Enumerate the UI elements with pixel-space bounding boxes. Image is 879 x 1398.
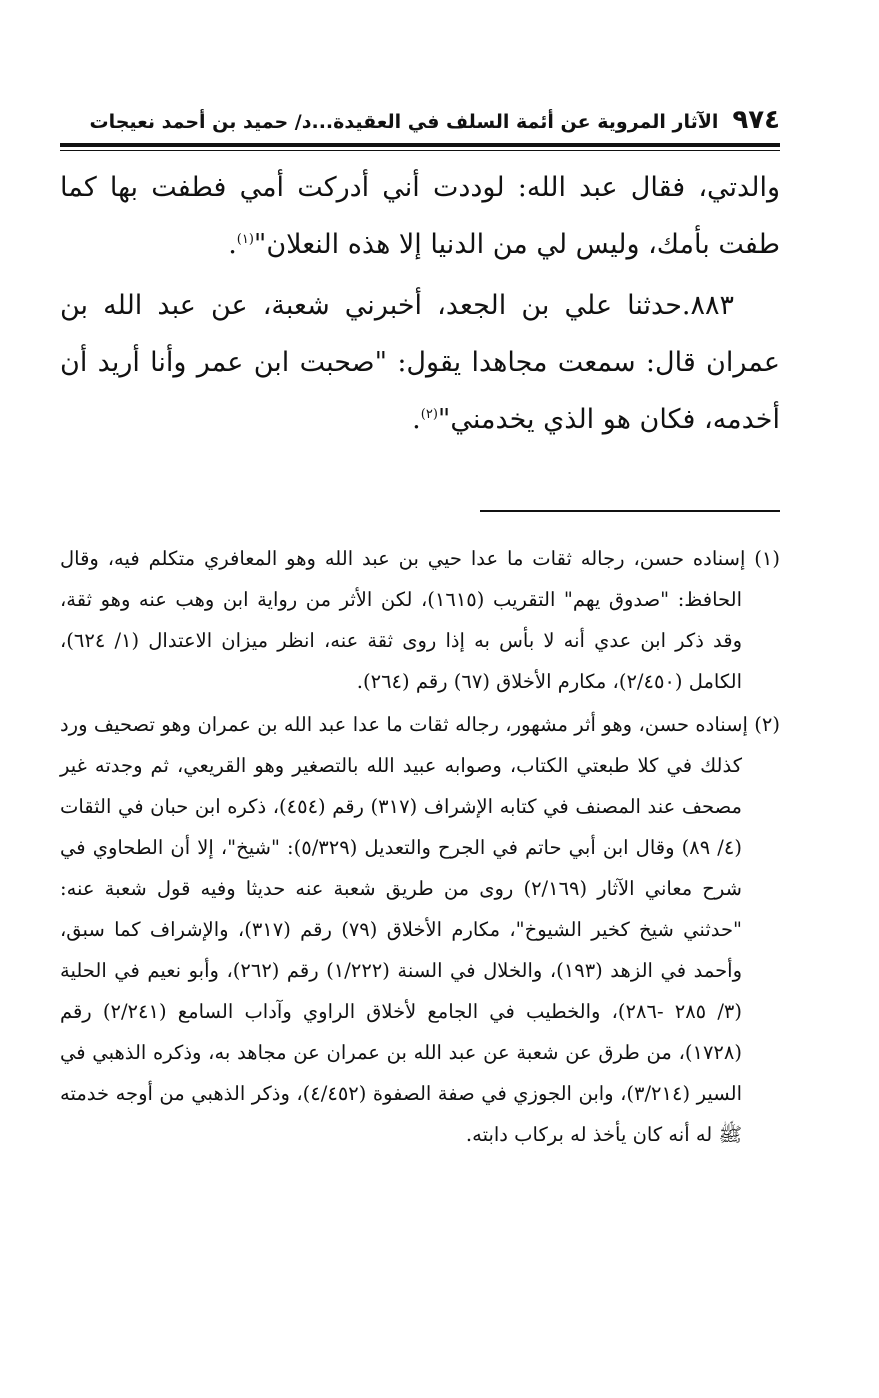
running-header [60,105,780,141]
paragraph-hadith-883 [60,277,780,448]
paragraph-continuation [60,159,780,273]
footnote-1: (١) إسناده حسن، رجاله ثقات ما عدا حيي بن عبد الله وهو المعافري متكلم فيه، وقال الحافظ: "صدوق يهم" التقريب (١٦١٥)، لكن الأثر من رواية ابن وهب عنه وهو ثقة، وقد ذكر ابن عدي أنه لا بأس به إذا روى ثقة عنه، انظر ميزان الاعتدال (١/ ٦٢٤)، الكامل (٢/٤٥٠)، مكارم الأخلاق (٦٧) رقم (٢٦٤). [60,547,780,693]
header-rule-thick [60,143,780,147]
book-page [60,105,780,1155]
footnote-2: (٢) إسناده حسن، وهو أثر مشهور، رجاله ثقات ما عدا عبد الله بن عمران وهو تصحيف ورد كذلك في كلا طبعتي الكتاب، وصوابه عبيد الله بالتصغير وهو القريعي، ثم وجدته غير مصحف عند المصنف في كتابه الإشراف (٣١٧) رقم (٤٥٤)، ذكره ابن حبان في الثقات (٤/ ٨٩) وقال ابن أبي حاتم في الجرح والتعديل (٥/٣٢٩): "شيخ"، إلا أن الطحاوي في شرح معاني الآثار (٢/١٦٩) روى من طريق شعبة عنه حديثا وفيه قول شعبة عنه: "حدثني شيخ كخير الشيوخ"، مكارم الأخلاق (٧٩) رقم (٣١٧)، والإشراف كما سبق، وأحمد في الزهد (١٩٣)، والخلال في السنة (١/٢٢٢) رقم (٢٦٢)، وأبو نعيم في الحلية (٣/ ٢٨٥ -٢٨٦)، والخطيب في الجامع لأخلاق الراوي وآداب السامع (٢/٢٤١) رقم (١٧٢٨)، من طرق عن شعبة عن عبد الله بن عمران عن مجاهد به، وذكره الذهبي في السير (٣/٢١٤)، وابن الجوزي في صفة الصفوة (٤/٤٥٢)، وذكر الذهبي من أوجه خدمته ﷺ له أنه كان يأخذ له بركاب دابته. [60,713,780,1146]
header-rule-thin [60,150,780,151]
paragraph-text: ٨٨٣.حدثنا علي بن الجعد، أخبرني شعبة، عن عبد الله بن عمران قال: سمعت مجاهدا يقول: "صحبت ابن عمر وأنا أريد أن أخدمه، فكان هو الذي يخدمني" [60,290,780,435]
page-number: ٩٧٤ [732,105,780,135]
paragraph-text: والدتي، فقال عبد الله: لوددت أني أدركت أمي فطفت بها كما طفت بأمك، وليس لي من الدنيا إلا هذه النعلان" [60,172,780,260]
paragraph-end: . [412,404,421,435]
main-text [60,159,780,448]
running-title: الآثار المروية عن أئمة السلف في العقيدة...د/ حميد بن أحمد نعيجات [89,111,719,133]
footnote-ref-2[interactable]: (٢) [420,407,438,422]
footnote-separator [480,510,780,512]
footnotes [60,538,780,1155]
paragraph-end: . [228,229,237,260]
footnote-ref-1[interactable]: (١) [236,232,254,247]
